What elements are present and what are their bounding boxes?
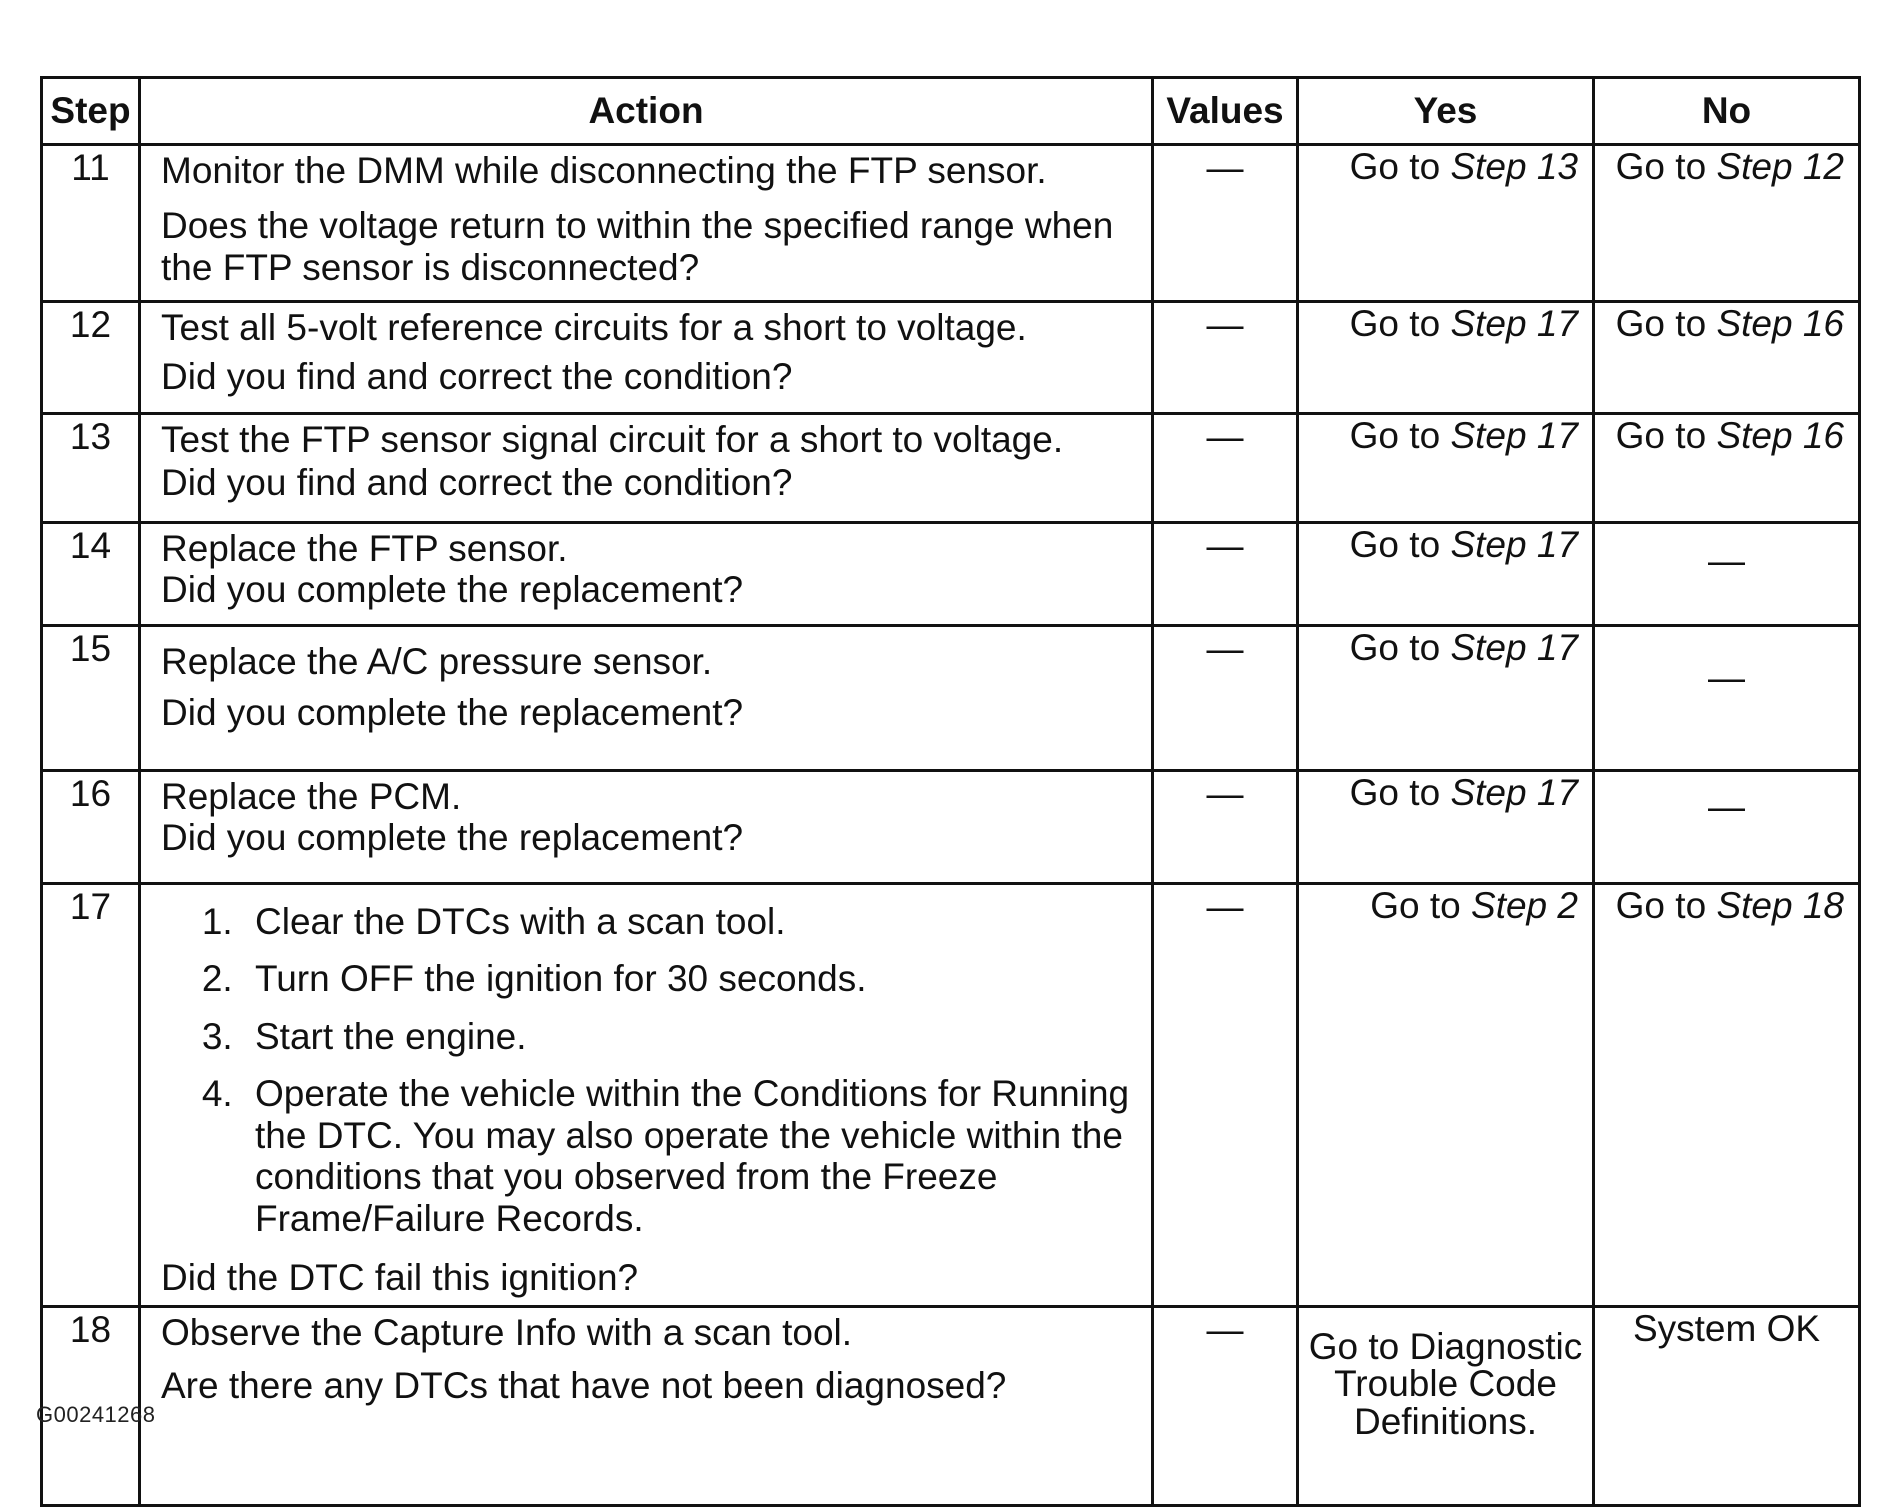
yes-prefix: Go to <box>1349 772 1451 813</box>
yes-step-link[interactable]: Step 2 <box>1471 885 1578 926</box>
step-number: 17 <box>42 884 140 1307</box>
yes-cell <box>1298 626 1594 771</box>
list-item: 2. Turn OFF the ignition for 30 seconds. <box>243 958 1131 999</box>
step-number: 11 <box>42 145 140 302</box>
yes-cell <box>1298 884 1594 1307</box>
action-instruction: Replace the PCM. <box>161 776 462 817</box>
yes-step-link[interactable]: Step 17 <box>1450 303 1578 344</box>
yes-cell[interactable]: Go to Diagnostic Trouble Code Definitions. <box>1298 1306 1594 1505</box>
action-instruction: Replace the A/C pressure sensor. <box>161 641 713 682</box>
list-item: 1. Clear the DTCs with a scan tool. <box>243 901 1131 942</box>
header-no: No <box>1594 78 1860 145</box>
values-cell: — <box>1153 771 1298 884</box>
step-number: 12 <box>42 302 140 414</box>
no-prefix: Go to <box>1615 303 1717 344</box>
diagnostic-steps-table <box>40 76 1861 1507</box>
values-cell: — <box>1153 523 1298 626</box>
values-cell: — <box>1153 414 1298 523</box>
action-question: Did you complete the replacement? <box>161 569 744 611</box>
table-row <box>42 884 1860 1307</box>
yes-cell <box>1298 145 1594 302</box>
no-cell <box>1594 414 1860 523</box>
no-prefix: Go to <box>1615 415 1717 456</box>
action-question: Did you complete the replacement? <box>161 817 744 859</box>
step-number: 16 <box>42 771 140 884</box>
header-row <box>42 78 1860 145</box>
no-step-link[interactable]: Step 16 <box>1716 303 1844 344</box>
action-question: Are there any DTCs that have not been diagnosed? <box>161 1364 1007 1406</box>
action-question: Did you find and correct the condition? <box>161 356 793 398</box>
action-question: Does the voltage return to within the specified range when the FTP sensor is disconnected? <box>161 205 1114 288</box>
yes-prefix: Go to <box>1349 627 1451 668</box>
action-instruction: Replace the FTP sensor. <box>161 528 568 569</box>
no-cell: — <box>1594 626 1860 771</box>
action-question: Did you find and correct the condition? <box>161 462 793 504</box>
no-cell: — <box>1594 523 1860 626</box>
no-cell: — <box>1594 771 1860 884</box>
step-number: 18 <box>42 1306 140 1505</box>
yes-cell <box>1298 414 1594 523</box>
yes-step-link[interactable]: Step 17 <box>1450 772 1578 813</box>
values-cell: — <box>1153 626 1298 771</box>
table-row <box>42 523 1860 626</box>
no-cell <box>1594 302 1860 414</box>
figure-id: G00241268 <box>36 1402 156 1427</box>
step-number: 14 <box>42 523 140 626</box>
action-cell <box>140 302 1153 414</box>
action-cell <box>140 145 1153 302</box>
table-row <box>42 626 1860 771</box>
list-item: 4. Operate the vehicle within the Conditions for Running the DTC. You may also operate the vehicle within the conditions that you observed from the Freeze Frame/Failure Records. <box>243 1073 1131 1239</box>
header-yes: Yes <box>1298 78 1594 145</box>
no-prefix: Go to <box>1615 885 1717 926</box>
header-step: Step <box>42 78 140 145</box>
action-cell <box>140 626 1153 771</box>
yes-step-link[interactable]: Step 17 <box>1450 415 1578 456</box>
step-number: 13 <box>42 414 140 523</box>
no-cell <box>1594 884 1860 1307</box>
table-row <box>42 1306 1860 1505</box>
action-instruction: Monitor the DMM while disconnecting the FTP sensor. <box>161 150 1047 191</box>
action-instruction: Test the FTP sensor signal circuit for a short to voltage. <box>161 419 1064 460</box>
yes-prefix: Go to <box>1349 415 1451 456</box>
action-instruction: Observe the Capture Info with a scan tool. <box>161 1311 853 1353</box>
yes-prefix: Go to <box>1349 146 1451 187</box>
table-row <box>42 414 1860 523</box>
table-row <box>42 145 1860 302</box>
action-instruction: Test all 5-volt reference circuits for a short to voltage. <box>161 307 1027 348</box>
no-step-link[interactable]: Step 16 <box>1716 415 1844 456</box>
no-prefix: Go to <box>1615 146 1717 187</box>
yes-prefix: Go to <box>1349 303 1451 344</box>
yes-cell <box>1298 523 1594 626</box>
values-cell: — <box>1153 145 1298 302</box>
action-cell <box>140 523 1153 626</box>
step-number: 15 <box>42 626 140 771</box>
values-cell: — <box>1153 1306 1298 1505</box>
values-cell: — <box>1153 302 1298 414</box>
no-cell <box>1594 145 1860 302</box>
procedure-list <box>161 901 1131 1239</box>
yes-step-link[interactable]: Step 17 <box>1450 627 1578 668</box>
yes-step-link[interactable]: Step 13 <box>1450 146 1578 187</box>
table-row <box>42 771 1860 884</box>
action-cell <box>140 414 1153 523</box>
action-question: Did the DTC fail this ignition? <box>161 1257 639 1299</box>
yes-step-link[interactable]: Step 17 <box>1450 524 1578 565</box>
diagnostic-table-container <box>40 76 1858 1507</box>
values-cell: — <box>1153 884 1298 1307</box>
no-step-link[interactable]: Step 12 <box>1716 146 1844 187</box>
no-cell: System OK <box>1594 1306 1860 1505</box>
yes-cell <box>1298 771 1594 884</box>
action-cell <box>140 884 1153 1307</box>
yes-prefix: Go to <box>1349 524 1451 565</box>
action-cell <box>140 771 1153 884</box>
header-values: Values <box>1153 78 1298 145</box>
yes-cell <box>1298 302 1594 414</box>
header-action: Action <box>140 78 1153 145</box>
list-item: 3. Start the engine. <box>243 1016 1131 1057</box>
table-row <box>42 302 1860 414</box>
action-question: Did you complete the replacement? <box>161 692 744 734</box>
no-step-link[interactable]: Step 18 <box>1716 885 1844 926</box>
yes-prefix: Go to <box>1370 885 1472 926</box>
action-cell <box>140 1306 1153 1505</box>
